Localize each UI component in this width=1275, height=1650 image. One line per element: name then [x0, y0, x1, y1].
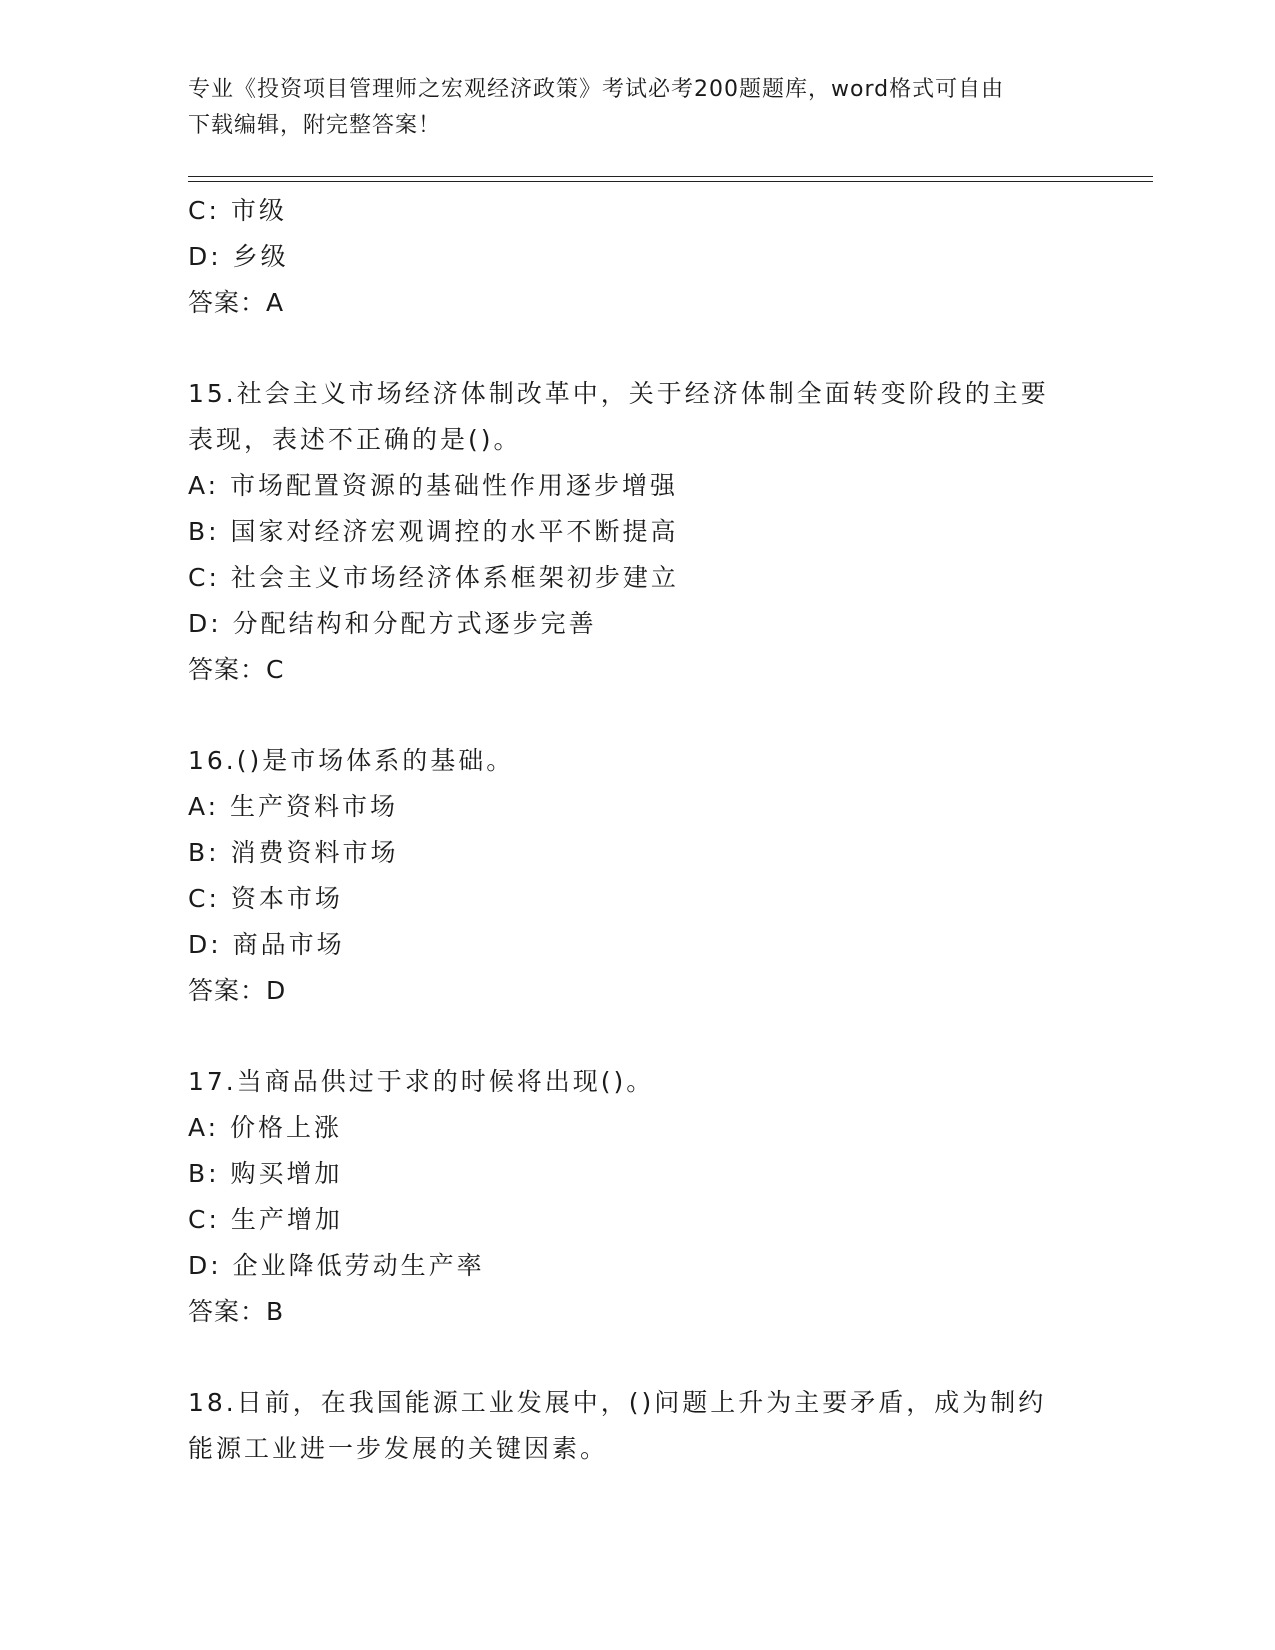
option-d: D: 企业降低劳动生产率 [188, 1251, 485, 1280]
answer-line: 答案：A [188, 288, 285, 317]
spacer [188, 326, 1088, 371]
option-a: A: 市场配置资源的基础性作用逐步增强 [188, 471, 679, 500]
option-d: D: 乡级 [188, 242, 289, 271]
option-b: B: 消费资料市场 [188, 838, 399, 867]
option-b: B: 国家对经济宏观调控的水平不断提高 [188, 517, 679, 546]
header-title-line-2: 下载编辑，附完整答案！ [188, 113, 442, 138]
spacer [188, 693, 1088, 738]
question-14-continued [188, 188, 1088, 326]
question-text-line-1: 15.社会主义市场经济体制改革中，关于经济体制全面转变阶段的主要 [188, 379, 1049, 408]
option-c: C: 生产增加 [188, 1205, 343, 1234]
question-text-line-1: 17.当商品供过于求的时候将出现()。 [188, 1067, 655, 1096]
header-title-line-1: 专业《投资项目管理师之宏观经济政策》考试必考200题题库，word格式可自由 [188, 77, 1005, 102]
question-16 [188, 738, 1088, 1014]
option-d: D: 分配结构和分配方式逐步完善 [188, 609, 597, 638]
question-text-line-1: 16.()是市场体系的基础。 [188, 746, 515, 775]
option-d: D: 商品市场 [188, 930, 345, 959]
question-18 [188, 1380, 1088, 1472]
option-c: C: 市级 [188, 196, 287, 225]
option-c: C: 资本市场 [188, 884, 343, 913]
option-a: A: 生产资料市场 [188, 792, 399, 821]
option-b: B: 购买增加 [188, 1159, 343, 1188]
answer-line: 答案：D [188, 976, 287, 1005]
question-text-line-2: 能源工业进一步发展的关键因素。 [188, 1434, 609, 1463]
spacer [188, 1335, 1088, 1380]
question-text-line-2: 表现，表述不正确的是()。 [188, 425, 522, 454]
option-a: A: 价格上涨 [188, 1113, 343, 1142]
header-divider-top [188, 176, 1153, 177]
question-17 [188, 1059, 1088, 1335]
document-header [188, 72, 1088, 144]
answer-line: 答案：C [188, 655, 285, 684]
header-divider-bottom [188, 181, 1153, 182]
question-list [188, 188, 1088, 1472]
question-text-line-1: 18.日前，在我国能源工业发展中，()问题上升为主要矛盾，成为制约 [188, 1388, 1047, 1417]
question-15 [188, 371, 1088, 693]
answer-line: 答案：B [188, 1297, 285, 1326]
spacer [188, 1014, 1088, 1059]
option-c: C: 社会主义市场经济体系框架初步建立 [188, 563, 679, 592]
